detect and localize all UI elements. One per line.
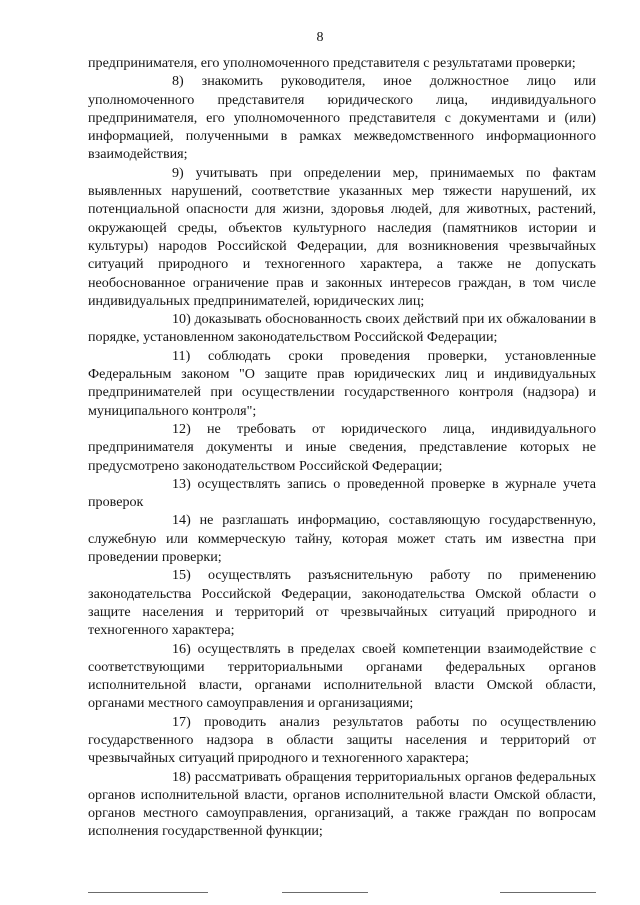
item-number: 17): [172, 713, 191, 730]
list-item-13: [88, 475, 596, 512]
item-text: не требовать от юридического лица, индивидуального предпринимателя документы и иные сведения, представление которых не предусмотрено законодательством Российской Федерации;: [88, 420, 596, 474]
item-text: знакомить руководителя, иное должностное лицо или уполномоченного представителя юридического лица, индивидуального предпринимателя, его уполномоченного представителя с документами и (или) информацией, полученными в рамках межведомственного информационного взаимодействия;: [88, 73, 596, 163]
list-item-15: [88, 566, 596, 639]
list-item-18: [88, 768, 596, 841]
item-text: не разглашать информацию, составляющую государственную, служебную или коммерческую тайну, которая может стать им известна при проведении проверки;: [88, 512, 596, 566]
page-number: 8: [316, 30, 324, 45]
item-text: осуществлять запись о проведенной проверке в журнале учета проверок: [88, 475, 596, 511]
footer-rule-middle: [282, 892, 368, 893]
item-text: учитывать при определении мер, принимаемых по фактам выявленных нарушений, соответствие указанных мер тяжести нарушений, их потенциальной опасности для жизни, здоровья людей, для животных, растений, окружающей среды, объектов культурного наследия (памятников истории и культуры) народов Российской Федерации, для возникновения чрезвычайных ситуаций природного и техногенного характера, а также не допускать необоснованное ограничение прав и законных интересов граждан, в том числе индивидуальных предпринимателей, юридических лиц;: [88, 164, 596, 309]
item-number: 11): [172, 347, 191, 364]
paragraph-intro: предпринимателя, его уполномоченного представителя с результатами проверки;: [88, 55, 576, 71]
item-number: 10): [172, 311, 191, 328]
footer-rule-right: [500, 892, 596, 893]
list-item-16: [88, 640, 596, 713]
item-text: доказывать обоснованность своих действий при их обжаловании в порядке, установленном законодательством Российской Федерации;: [88, 311, 596, 346]
list-item-8: [88, 72, 596, 163]
item-number: 13): [172, 475, 191, 492]
item-number: 16): [172, 640, 191, 657]
item-number: 9): [172, 164, 184, 181]
item-number: 18): [172, 768, 191, 785]
item-text: рассматривать обращения территориальных органов федеральных органов исполнительной власти, органов исполнительной власти Омской области, органов местного самоуправления, организаций, а также граждан по вопросам исполнения государственной функции;: [88, 768, 597, 840]
list-item-9: [88, 164, 596, 310]
item-text: соблюдать сроки проведения проверки, установленные Федеральным законом "О защите прав юридических лиц и индивидуальных предпринимателей при осуществлении государственного контроля (надзора) и муниципального контроля";: [88, 347, 596, 419]
list-item-10: [88, 310, 596, 347]
item-text: проводить анализ результатов работы по осуществлению государственного надзора в области защиты населения и территорий от чрезвычайных ситуаций природного и техногенного характера;: [88, 713, 596, 767]
item-number: 12): [172, 420, 191, 437]
list-item-17: [88, 713, 596, 768]
document-body: [88, 54, 596, 841]
item-number: 15): [172, 567, 191, 584]
list-item-12: [88, 420, 596, 475]
list-item-14: [88, 511, 596, 566]
item-number: 8): [172, 73, 184, 90]
list-item-11: [88, 347, 596, 420]
item-text: осуществлять разъяснительную работу по применению законодательства Российской Федерации, законодательства Омской области о защите населения и территорий от чрезвычайных ситуаций природного и техногенного характера;: [88, 567, 596, 639]
item-text: осуществлять в пределах своей компетенции взаимодействие с соответствующими территориальными органами федеральных органов исполнительной власти, органами исполнительной власти Омской области, органами местного самоуправления и организациями;: [88, 640, 596, 712]
item-number: 14): [172, 512, 191, 529]
footer-rule-left: [88, 892, 208, 893]
